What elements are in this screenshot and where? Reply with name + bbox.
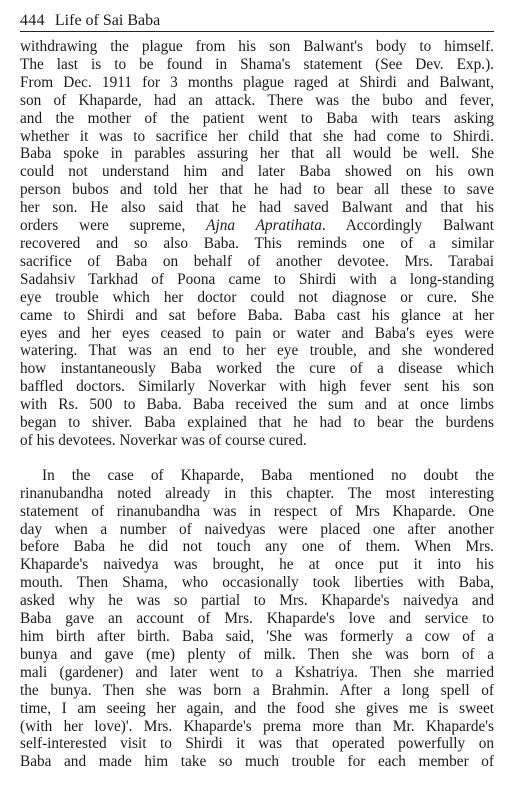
running-header	[20, 12, 494, 30]
text-line: rinanubandha noted already in this chapter. The most interesting	[20, 484, 494, 502]
text-line: withdrawing the plague from his son Balwant's body to himself.	[20, 38, 494, 55]
text-line: mouth. Then Shama, who occasionally took liberties with Baba,	[20, 574, 494, 592]
text-line: time, I am seeing her again, and the food she gives me is sweet	[20, 699, 494, 717]
text-line: the bunya. Then she was born a Brahmin. After a long spell of	[20, 681, 494, 699]
text-line: could not understand him and later Baba showed on his own	[20, 163, 494, 181]
text-line: with Rs. 500 to Baba. Baba received the sum and at once limbs	[20, 396, 494, 414]
text-line: The last is to be found in Shama's statement (See Dev. Exp.).	[20, 55, 494, 73]
text-line: eye trouble which her doctor could not diagnose or cure. She	[20, 288, 494, 306]
book-page	[20, 12, 494, 771]
text-line: baffled doctors. Similarly Noverkar with high fever sent his son	[20, 378, 494, 396]
text-line: self-interested visit to Shirdi it was that operated powerfully on	[20, 735, 494, 753]
text-line-with-italic	[20, 217, 494, 235]
text-fragment: . Accordingly Balwant	[321, 217, 494, 235]
text-line: eyes and her eyes ceased to pain or water and Baba's eyes were	[20, 324, 494, 342]
header-rule	[20, 31, 494, 32]
paragraph-1	[20, 38, 494, 450]
text-line: (with her love)'. Mrs. Khaparde's prema more than Mr. Khaparde's	[20, 717, 494, 735]
text-line: came to Shirdi and sat before Baba. Baba cast his glance at her	[20, 306, 494, 324]
text-line: From Dec. 1911 for 3 months plague raged at Shirdi and Balwant,	[20, 73, 494, 91]
text-line: bunya and gave (me) plenty of milk. Then she was born of a	[20, 645, 494, 663]
text-line: recovered and so also Baba. This reminds one of a similar	[20, 234, 494, 252]
text-line: Sadahsiv Tarkhad of Poona came to Shirdi with a long-standing	[20, 270, 494, 288]
text-line: day when a number of naivedyas were placed one after another	[20, 520, 494, 538]
text-line: Baba gave an account of Mrs. Khaparde's love and service to	[20, 610, 494, 628]
text-line: person bubos and told her that he had to bear all these to save	[20, 181, 494, 199]
text-line: mali (gardener) and later went to a Kshatriya. Then she married	[20, 663, 494, 681]
text-line: Baba spoke in parables assuring her that all would be well. She	[20, 145, 494, 163]
page-number: 444	[20, 12, 45, 29]
text-line: Khaparde's naivedya was brought, he at once put it into his	[20, 556, 494, 574]
text-line: Baba and made him take so much trouble for each member of	[20, 753, 494, 771]
text-line: how instantaneously Baba worked the cure of a disease which	[20, 360, 494, 378]
text-line: statement of rinanubandha was in respect of Mrs Khaparde. One	[20, 502, 494, 520]
text-line: asked why he was so partial to Mrs. Khaparde's naivedya and	[20, 592, 494, 610]
text-fragment: orders were supreme,	[20, 217, 207, 235]
running-title: Life of Sai Baba	[54, 12, 161, 29]
text-line: son of Khaparde, had an attack. There was the bubo and fever,	[20, 91, 494, 109]
text-line: before Baba he did not touch any one of them. When Mrs.	[20, 538, 494, 556]
text-line: her son. He also said that he had saved Balwant and that his	[20, 199, 494, 217]
paragraph-gap	[20, 450, 494, 467]
text-line: and the mother of the patient went to Baba with tears asking	[20, 109, 494, 127]
text-line: whether it was to sacrifice her child that she had come to Shirdi.	[20, 127, 494, 145]
text-line: began to shiver. Baba explained that he had to bear the burdens	[20, 414, 494, 432]
paragraph-2	[20, 467, 494, 771]
italic-term: Ajna Apratihata	[206, 217, 322, 235]
text-line: watering. That was an end to her eye trouble, and she wondered	[20, 342, 494, 360]
text-line: him birth after birth. Baba said, 'She was formerly a cow of a	[20, 628, 494, 645]
text-line: In the case of Khaparde, Baba mentioned no doubt the	[42, 466, 494, 484]
text-line: sacrifice of Baba on behalf of another devotee. Mrs. Tarabai	[20, 252, 494, 270]
text-line: of his devotees. Noverkar was of course cured.	[20, 431, 307, 449]
